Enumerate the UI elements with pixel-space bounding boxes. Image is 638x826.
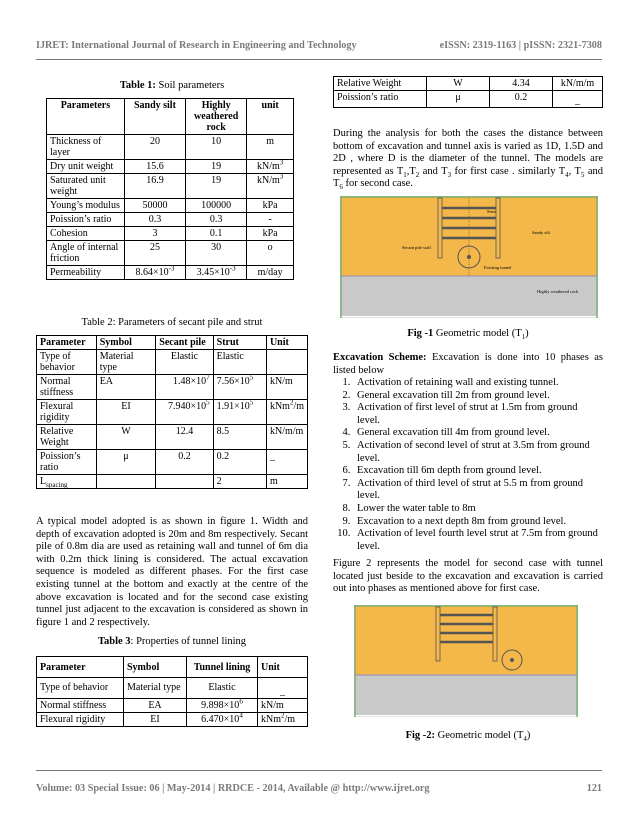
list-item: 8. Lower the water table to 8m <box>353 503 603 516</box>
rock-layer <box>341 276 597 316</box>
list-item: 6. Excavation till 6m depth from ground level. <box>353 465 603 478</box>
body-paragraph-cases: During the analysis for both the cases the distance between bottom of excavation and tunnel axis is varied as 1D, 1.5D and 2D , where D is the diameter of the tunnel. The models are represented as $T_1,T_2$ and $T_3$ for first case . similarly $T_4$, $T_5$ and $T_6$ for second case. <box>333 128 604 192</box>
sandy-silt-layer <box>355 606 577 675</box>
table-row: Poission’s ratio 0.3 0.3 - <box>47 213 294 227</box>
figure-2-caption: Fig -2: Geometric model $(T_4)$ <box>405 730 531 744</box>
table2-header: Symbol <box>96 336 156 350</box>
table-row: Thickness of layer 20 10 m <box>47 135 294 160</box>
page-header <box>36 40 602 51</box>
table-row: Type of behavior Material type Elastic Elastic <box>37 350 308 375</box>
secant-pile-wall-label: Secant pile wall <box>402 245 431 250</box>
journal-title: IJRET: International Journal of Research in Engineering and Technology <box>36 40 357 51</box>
figure-2-geometric-model <box>354 605 578 717</box>
footer-rule <box>36 770 602 771</box>
table-row: Permeability $8.64\times 10^{-3}$ $3.45\times 10^{-3}$ m/day <box>47 266 294 280</box>
list-item: 5. Activation of second level of strut at 3.5m from ground level. <box>353 440 603 465</box>
table1-caption: Table 1: Soil parameters <box>119 80 225 91</box>
table-row: Flexural rigidity EI $7.940\times 10^5$ $1.91\times 10^5$ kNm$^2$/m <box>37 400 308 425</box>
table-row: Angle of internal friction 25 30 o <box>47 241 294 266</box>
table3-header: Tunnel lining <box>187 657 258 678</box>
sandy-silt-label: Sandy silt <box>532 230 550 235</box>
rock-layer <box>355 675 577 715</box>
figure-1-geometric-model <box>340 196 598 318</box>
table-row: Poission’s ratio μ 0.2 _ <box>334 91 603 108</box>
list-item: 1. Activation of retaining wall and existing tunnel. <box>353 377 603 390</box>
secant-pile-strut-table <box>36 335 308 489</box>
table2-header: Strut <box>213 336 266 350</box>
table-row: Flexural rigidity EI $6.470\times 10^4$ kNm$^2$/m <box>37 713 308 727</box>
footer-volume-info: Volume: 03 Special Issue: 06 | May-2014 | RRDCE - 2014, Available @ http://www.ijret.org <box>36 783 430 794</box>
table-row: Type of behavior Material type Elastic _ <box>37 678 308 699</box>
table2-caption: Table 2: Parameters of secant pile and strut <box>81 317 263 328</box>
page-footer <box>36 783 602 794</box>
table-row: Relative Weight W 4.34 kN/m/m <box>334 77 603 91</box>
tunnel-centre <box>510 658 514 662</box>
table-row: Young’s modulus 50000 100000 kPa <box>47 199 294 213</box>
table-row: Dry unit weight 15.6 19 $kN/m^3$ <box>47 160 294 174</box>
figure-1-caption: Fig -1 Geometric model $(T_1)$ <box>407 328 529 342</box>
list-item: 2. General excavation till 2m from ground level. <box>353 390 603 403</box>
excavation-scheme-intro: Excavation Scheme: Excavation is done into 10 phases as listed below <box>333 352 604 376</box>
tunnel-centre <box>467 255 471 259</box>
table2-header: Unit <box>266 336 307 350</box>
list-item: 4. General excavation till 4m from ground level. <box>353 427 603 440</box>
existing-tunnel-label: Existing tunnel <box>484 265 512 270</box>
list-item: 9. Excavation to a next depth 8m from ground level. <box>353 516 603 529</box>
tunnel-lining-table-continued <box>333 76 603 108</box>
table1-header: Highly weathered rock <box>186 99 247 135</box>
table3-header: Unit <box>258 657 308 678</box>
table-row: Normal stiffness EA $1.48\times 10^7$ $7.56\times 10^5$ kN/m <box>37 375 308 400</box>
table1-header: Sandy silt <box>124 99 185 135</box>
body-paragraph-model: A typical model adopted is as shown in figure 1. Width and depth of excavation adopted is 20m and 8m respectively. Secant pile of 0.8m dia are used as retaining wall and tunnel of 6m dia with 0.2m thick lining is considered. The actual excavation sequence is modeled as different phases. For the first case existing tunnel at the bottom and exactly at the centre of the above excavation is located and for the second case existing tunnel just adjacent to the excavation is considered as shown in figure 1 and 2 respectively. <box>36 516 308 628</box>
table-row: Relative Weight W 12.4 8.5 kN/m/m <box>37 425 308 450</box>
page-number: 121 <box>586 783 602 794</box>
excavation-steps-list <box>333 377 603 553</box>
header-rule <box>36 59 602 60</box>
table-row: Saturated unit weight 16.9 19 $kN/m^3$ <box>47 174 294 199</box>
table1-header: unit <box>247 99 294 135</box>
table3-header: Parameter <box>37 657 124 678</box>
list-item: 3. Activation of first level of strut at 1.5m from ground level. <box>353 402 603 427</box>
soil-parameters-table <box>46 98 294 280</box>
table-row: Normal stiffness EA $9.898\times 10^6$ kN/m <box>37 699 308 713</box>
journal-issn: eISSN: 2319-1163 | pISSN: 2321-7308 <box>439 40 602 51</box>
table2-header: Parameter <box>37 336 97 350</box>
body-paragraph-figure2: Figure 2 represents the model for second case with tunnel located just beside to the excavation and excavation is carried out into phases as mentioned above for first case. <box>333 558 603 595</box>
tunnel-lining-table <box>36 656 308 727</box>
table2-header: Secant pile <box>156 336 213 350</box>
table-row: $L_{spacing}$ 2 m <box>37 475 308 489</box>
rock-label: Highly weathered rock <box>537 289 579 294</box>
list-item: 10. Activation of level fourth level strut at 7.5m from ground level. <box>353 528 603 553</box>
table-row: Cohesion 3 0.1 kPa <box>47 227 294 241</box>
strut-label: Strut <box>487 209 496 214</box>
table3-header: Symbol <box>124 657 187 678</box>
table1-header: Parameters <box>47 99 125 135</box>
table3-caption: Table 3: Properties of tunnel lining <box>97 636 247 647</box>
list-item: 7. Activation of third level of strut at 5.5 m from ground level. <box>353 478 603 503</box>
table-row: Poission’s ratio μ 0.2 0.2 _ <box>37 450 308 475</box>
